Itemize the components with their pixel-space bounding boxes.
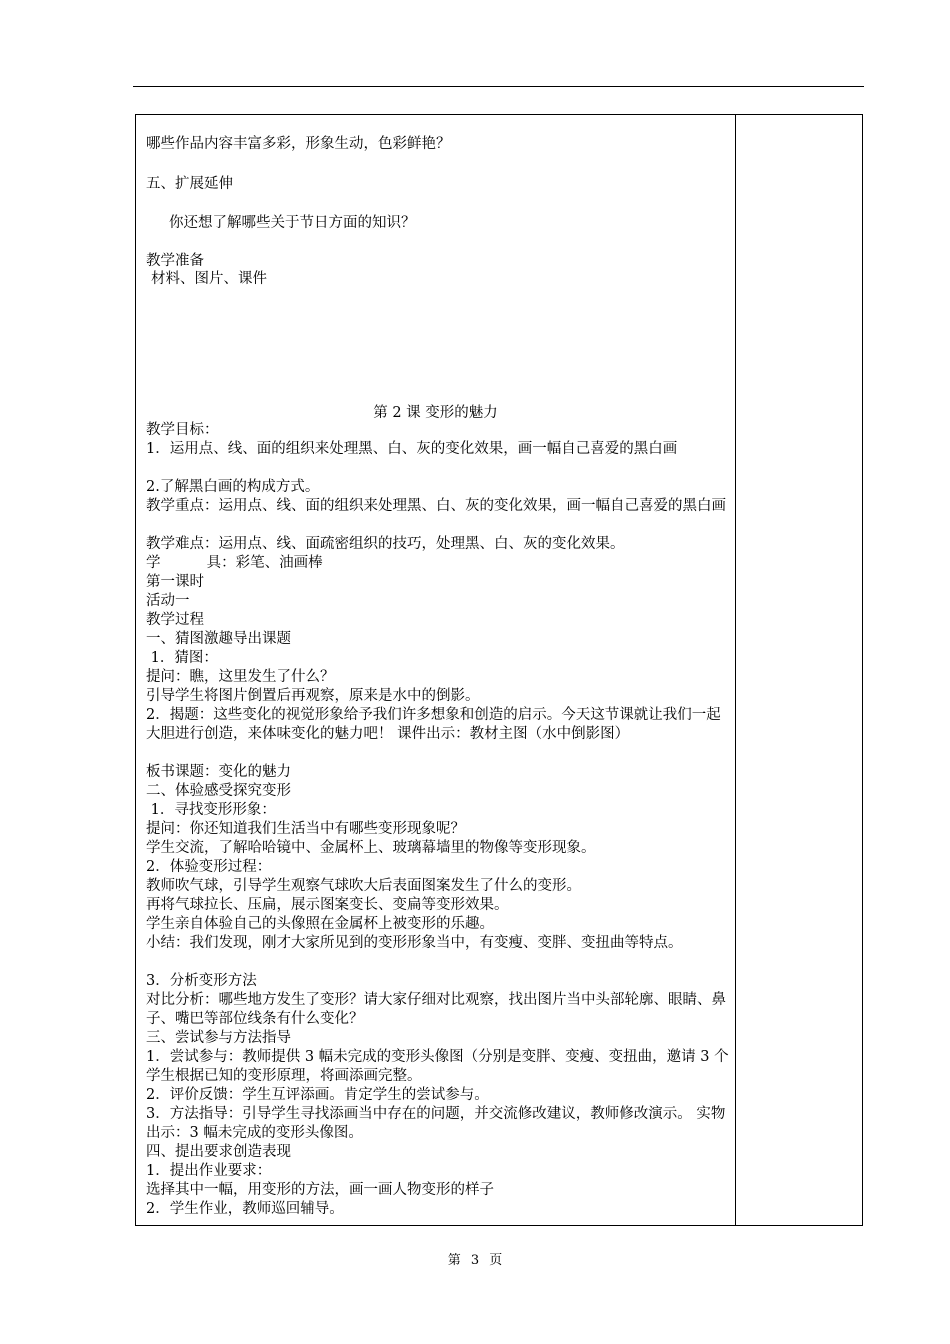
teaching-prep-text: 材料、图片、课件	[151, 271, 267, 287]
lesson-line: 三、尝试参与方法指导	[146, 1030, 291, 1046]
lesson-plan-table	[135, 114, 863, 1226]
main-content-cell	[136, 115, 735, 1225]
lesson-line: 1．尝试参与：教师提供 3 幅未完成的变形头像图（分别是变胖、变瘦、变扭曲，邀请 3 个学生根据已知的变形原理，将画添画完整。	[146, 1049, 729, 1084]
lesson-line: 1．运用点、线、面的组织来处理黑、白、灰的变化效果，画一幅自己喜爱的黑白画	[146, 441, 678, 457]
lesson-line: 板书课题：变化的魅力	[146, 764, 291, 780]
lesson-line: 四、提出要求创造表现	[146, 1144, 291, 1160]
lesson-line: 引导学生将图片倒置后再观察，原来是水中的倒影。	[146, 688, 480, 704]
lesson-line: 教学目标：	[146, 422, 219, 438]
lesson-line: 1．提出作业要求：	[146, 1163, 272, 1179]
lesson-line: 3．方法指导：引导学生寻找添画当中存在的问题，并交流修改建议，教师修改演示。 实物出示：3 幅未完成的变形头像图。	[146, 1106, 726, 1141]
teaching-prep-heading: 教学准备	[146, 253, 204, 269]
paragraph-works-question: 哪些作品内容丰富多彩，形象生动，色彩鲜艳？	[146, 136, 451, 152]
lesson-line: 1．猜图：	[146, 650, 218, 666]
lesson-line: 一、猜图激趣导出课题	[146, 631, 291, 647]
lesson-line: 2．评价反馈：学生互评添画。肯定学生的尝试参与。	[146, 1087, 489, 1103]
notes-cell	[736, 115, 863, 1225]
lesson-line: 教学过程	[146, 612, 204, 628]
lesson-line: 二、体验感受探究变形	[146, 783, 291, 799]
footer-suffix: 页	[489, 1253, 503, 1268]
page-number: 3	[470, 1253, 480, 1268]
lesson-line: 3．分析变形方法	[146, 973, 257, 989]
lesson-line: 教师吹气球，引导学生观察气球吹大后表面图案发生了什么的变形。	[146, 878, 581, 894]
lesson-line: 第一课时	[146, 574, 204, 590]
lesson-line: 1．寻找变形形象：	[146, 802, 276, 818]
lesson-line: 教学重点：运用点、线、面的组织来处理黑、白、灰的变化效果，画一幅自己喜爱的黑白画	[146, 498, 726, 514]
lesson-line: 学生亲自体验自己的头像照在金属杯上被变形的乐趣。	[146, 916, 494, 932]
section5-heading: 五、扩展延伸	[146, 176, 233, 192]
lesson-line: 选择其中一幅，用变形的方法，画一画人物变形的样子	[146, 1182, 494, 1198]
lesson-line: 学生交流，了解哈哈镜中、金属杯上、玻璃幕墙里的物像等变形现象。	[146, 840, 596, 856]
lesson-line: 小结：我们发现，刚才大家所见到的变形形象当中，有变瘦、变胖、变扭曲等特点。	[146, 935, 683, 951]
lesson-line: 提问：瞧，这里发生了什么？	[146, 669, 335, 685]
section5-question: 你还想了解哪些关于节日方面的知识？	[169, 215, 416, 231]
lesson-line: 教学难点：运用点、线、面疏密组织的技巧，处理黑、白、灰的变化效果。	[146, 536, 625, 552]
lesson-title: 第 2 课 变形的魅力	[373, 405, 498, 421]
lesson-line: 2．揭题：这些变化的视觉形象给予我们许多想象和创造的启示。今天这节课就让我们一起大胆进行创造，来体味变化的魅力吧！ 课件出示：教材主图（水中倒影图）	[146, 707, 721, 742]
lesson-line: 2．体验变形过程：	[146, 859, 272, 875]
lesson-line: 对比分析：哪些地方发生了变形？请大家仔细对比观察，找出图片当中头部轮廓、眼睛、鼻子、嘴巴等部位线条有什么变化？	[146, 992, 726, 1027]
header-rule	[133, 86, 864, 87]
page-footer	[0, 1249, 950, 1268]
lesson-line: 2．学生作业，教师巡回辅导。	[146, 1201, 344, 1217]
lesson-line: 2.了解黑白画的构成方式。	[146, 479, 320, 495]
footer-prefix: 第	[447, 1253, 461, 1268]
lesson-line: 提问：你还知道我们生活当中有哪些变形现象呢？	[146, 821, 465, 837]
lesson-line: 再将气球拉长、压扁，展示图案变长、变扁等变形效果。	[146, 897, 509, 913]
lesson-line: 学 具：彩笔、油画棒	[146, 555, 323, 571]
lesson-line: 活动一	[146, 593, 190, 609]
